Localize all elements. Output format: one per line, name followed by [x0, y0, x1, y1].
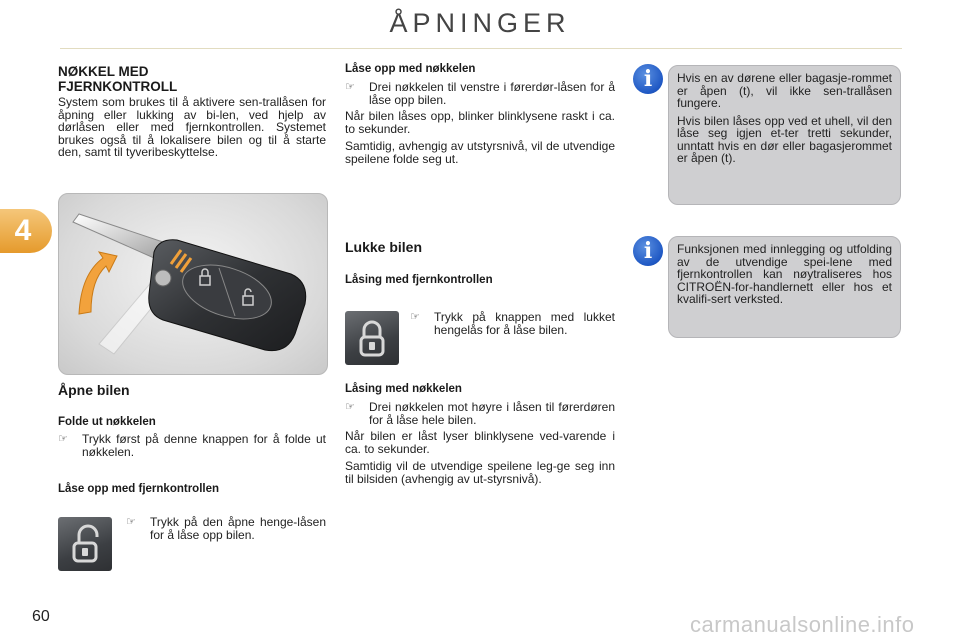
fold-out-key-heading: Folde ut nøkkelen [58, 416, 156, 428]
info-note-2: Hvis bilen låses opp ved et uhell, vil den låse seg igjen et-ter tretti sekunder, unntatt hvis en dør eller bagasjerommet er åpen (t). [677, 113, 892, 165]
pointing-hand-icon: ☞ [345, 401, 355, 413]
remote-lock-instruction: ☞ Trykk på knappen med lukket hengelås for å låse bilen. [410, 310, 615, 337]
key-unlock-note-2: Samtidig, avhengig av utstyrsnivå, vil de utvendige speilene folde seg ut. [345, 139, 615, 166]
pointing-hand-icon: ☞ [345, 81, 355, 93]
unlock-padlock-icon [58, 517, 112, 571]
fold-out-button [155, 270, 171, 286]
rotation-arrow [79, 252, 117, 314]
remote-unlock-heading: Låse opp med fjernkontrollen [58, 483, 220, 495]
remote-unlock-instruction: ☞ Trykk på den åpne henge-låsen for å låse opp bilen. [126, 515, 326, 542]
pointing-hand-icon: ☞ [126, 516, 136, 528]
key-photo [58, 193, 328, 375]
intro-paragraph: System som brukes til å aktivere sen-trallåsen for åpning eller lukking av bi-len, ved hjelp av dørlåsen eller med fjernkontrollen. Systemet brukes også til å lokalisere bilen og til å starte den, samt til tyveribeskyttelse. [58, 95, 326, 159]
pointing-hand-icon: ☞ [58, 433, 68, 445]
info-note-1: Hvis en av dørene eller bagasje-rommet er åpen (t), vil ikke sen-trallåsen fungere. [677, 71, 892, 110]
key-lock-notes [345, 430, 615, 490]
title-divider [60, 48, 902, 49]
key-lock-note-2: Samtidig vil de utvendige speilene leg-ge seg inn til bilsiden (avhengig av ut-styrsnivå). [345, 459, 615, 486]
key-unlock-note-1: Når bilen låses opp, blinker blinklysene raskt i ca. to sekunder. [345, 109, 615, 136]
remote-key-illustration [59, 194, 327, 374]
info-box-mirror-folding [668, 236, 901, 338]
page-number: 60 [32, 608, 50, 625]
page-title: ÅPNINGER [389, 8, 571, 38]
pointing-hand-icon: ☞ [410, 311, 420, 323]
key-unlock-heading: Låse opp med nøkkelen [345, 63, 476, 75]
info-note-3: Funksjonen med innlegging og utfolding av de utvendige spei-lene med fjernkontrollen kan nøytraliseres hos CITROËN-for-handlernett eller hos et kvalifi-sert verksted. [677, 242, 892, 306]
info-icon: i [633, 64, 663, 94]
key-lock-instruction: ☞ Drei nøkkelen mot høyre i låsen til førerdøren for å låse hele bilen. [345, 400, 615, 427]
remote-lock-heading: Låsing med fjernkontrollen [345, 274, 493, 286]
key-unlock-notes [345, 110, 615, 170]
info-box-central-locking [668, 65, 901, 205]
section-heading-remote-key: NØKKEL MED FJERNKONTROLL [58, 64, 178, 94]
fold-out-instruction: ☞ Trykk først på denne knappen for å folde ut nøkkelen. [58, 432, 326, 459]
chapter-tab [0, 209, 52, 253]
key-unlock-instruction: ☞ Drei nøkkelen til venstre i førerdør-låsen for å låse opp bilen. [345, 80, 615, 107]
info-icon: i [633, 236, 663, 266]
key-lock-heading: Låsing med nøkkelen [345, 383, 462, 395]
key-lock-note-1: Når bilen er låst lyser blinklysene ved-varende i ca. to sekunder. [345, 429, 615, 456]
lock-car-heading: Lukke bilen [345, 239, 423, 255]
lock-padlock-icon [345, 311, 399, 365]
open-car-heading: Åpne bilen [58, 382, 130, 398]
watermark: carmanualsonline.info [690, 612, 915, 637]
chapter-number: 4 [14, 214, 32, 247]
